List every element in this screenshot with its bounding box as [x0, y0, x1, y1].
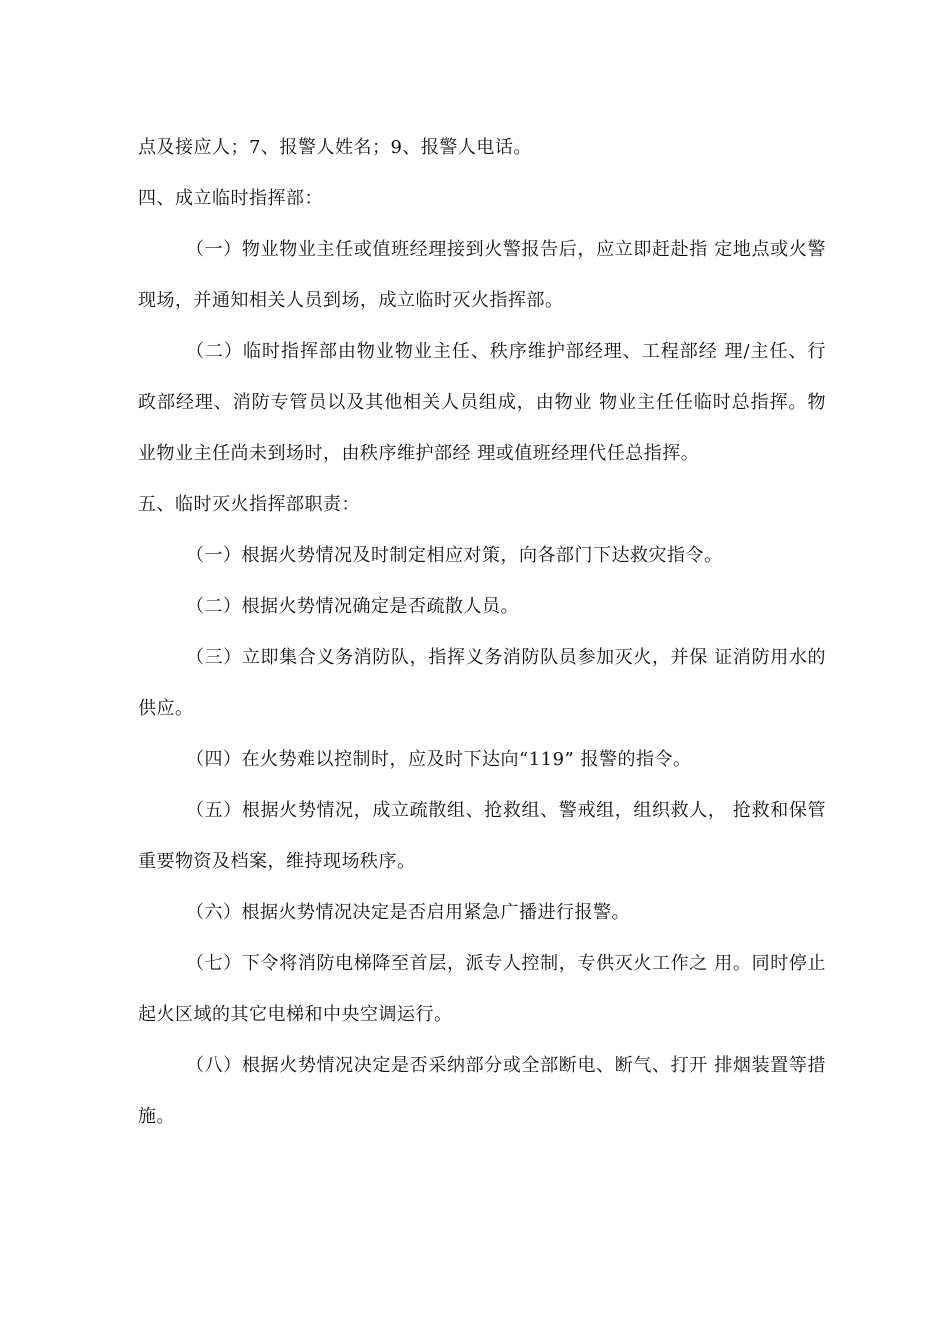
paragraph-5-5: （五）根据火势情况，成立疏散组、抢救组、警戒组，组织救人， 抢救和保管重要物资及档案，维持现场秩序。 — [138, 800, 826, 872]
heading-section-5: 五、临时灭火指挥部职责： — [138, 494, 360, 515]
paragraph-5-6: （六）根据火势情况决定是否启用紧急广播进行报警。 — [186, 902, 630, 923]
paragraph-5-8: （八）根据火势情况决定是否采纳部分或全部断电、断气、打开 排烟装置等措施。 — [138, 1055, 826, 1127]
paragraph-5-7: （七）下令将消防电梯降至首层，派专人控制，专供灭火工作之 用。同时停止起火区域的其它电梯和中央空调运行。 — [138, 953, 826, 1025]
paragraph-4-1: （一）物业物业主任或值班经理接到火警报告后，应立即赶赴指 定地点或火警现场，并通知相关人员到场，成立临时灭火指挥部。 — [138, 239, 826, 311]
paragraph-4-2: （二）临时指挥部由物业物业主任、秩序维护部经理、工程部经 理/主任、行政部经理、消防专管员以及其他相关人员组成，由物业 物业主任任临时总指挥。物业物业主任尚未到场时，由秩序维护部经 理或值班经理代任总指挥。 — [138, 341, 826, 464]
paragraph-5-3: （三）立即集合义务消防队，指挥义务消防队员参加灭火，并保 证消防用水的供应。 — [138, 647, 826, 719]
heading-section-4: 四、成立临时指挥部： — [138, 188, 323, 209]
paragraph-5-1: （一）根据火势情况及时制定相应对策，向各部门下达救灾指令。 — [186, 545, 723, 566]
paragraph-5-4: （四）在火势难以控制时，应及时下达向“119” 报警的指令。 — [186, 749, 692, 770]
paragraph-report-info: 点及接应人；7、报警人姓名；9、报警人电话。 — [138, 137, 532, 158]
document-body — [138, 122, 826, 1142]
paragraph-5-2: （二）根据火势情况确定是否疏散人员。 — [186, 596, 519, 617]
